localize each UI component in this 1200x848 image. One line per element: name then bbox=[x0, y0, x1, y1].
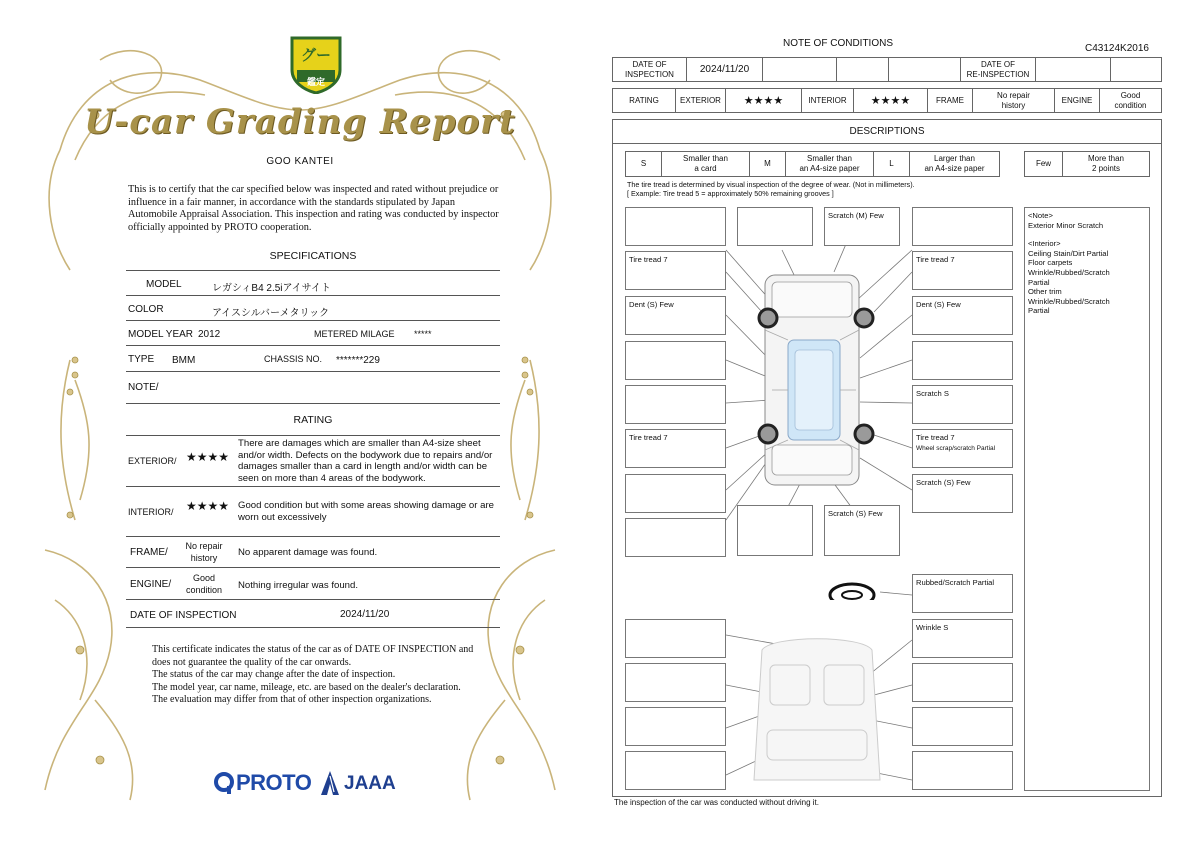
value-line: No repair bbox=[997, 90, 1030, 100]
note-label: NOTE/ bbox=[128, 382, 159, 393]
frame-value bbox=[973, 89, 1055, 112]
damage-box bbox=[737, 505, 813, 556]
date-row bbox=[612, 57, 1162, 82]
damage-box bbox=[912, 207, 1013, 246]
model-label: MODEL bbox=[146, 279, 182, 290]
spec-row-color bbox=[126, 296, 500, 321]
legend-few: Few bbox=[1025, 152, 1063, 176]
legend-line: a card bbox=[694, 164, 717, 173]
note-heading: <Note> bbox=[1028, 211, 1053, 220]
few-legend bbox=[1024, 151, 1150, 177]
badge-top-text: グー bbox=[300, 47, 331, 64]
damage-box-left-tire-rear: Tire tread 7 bbox=[625, 429, 726, 468]
rating-row-frame bbox=[126, 537, 500, 568]
label-line: DATE OF bbox=[980, 59, 1016, 69]
rating-row bbox=[612, 88, 1162, 113]
interior-box bbox=[625, 751, 726, 790]
reinspection-date-label bbox=[961, 58, 1036, 81]
disclaimer-line: This certificate indicates the status of the car as of DATE OF INSPECTION and does not guarantee the quality of the car onwards. bbox=[152, 644, 474, 668]
rating-row-exterior bbox=[126, 436, 500, 487]
value-line: condition bbox=[1114, 100, 1147, 110]
legend-line: an A4-size paper bbox=[799, 164, 860, 173]
engine-desc: Nothing irregular was found. bbox=[238, 580, 358, 591]
report-title: U-car Grading Report bbox=[84, 102, 516, 142]
engine-value-line2: condition bbox=[185, 585, 223, 595]
tire-tread-text: Tire tread 7 bbox=[916, 433, 955, 442]
date-value: 2024/11/20 bbox=[340, 609, 390, 620]
interior-box bbox=[912, 751, 1013, 790]
jaaa-logo: JAAA bbox=[344, 773, 396, 794]
certify-text: This is to certify that the car specified below was inspected and rated without prejudice or influence in a fair manner, in accordance with the standards stipulated by Japan Automobile Appraisal Association. This inspection and rating was conducted by inspector officially appointed by PROTO cooperation. bbox=[128, 184, 499, 233]
exterior-stars: ★★★★ bbox=[186, 450, 230, 464]
disclaimer-line: The status of the car may change after the date of inspection. bbox=[152, 669, 396, 680]
inspection-date-label bbox=[613, 58, 687, 81]
year-label: MODEL YEAR bbox=[128, 329, 194, 340]
report-code: C43124K2016 bbox=[1085, 43, 1149, 54]
spacer bbox=[1028, 230, 1146, 239]
interior-stars: ★★★★ bbox=[854, 89, 928, 112]
legend-l-desc bbox=[910, 152, 999, 176]
engine-value-line1: Good bbox=[192, 573, 216, 583]
note-line: Wrinkle/Rubbed/Scratch bbox=[1028, 267, 1110, 277]
note-line: Ceiling Stain/Dirt Partial bbox=[1028, 248, 1109, 258]
note-line: Other trim bbox=[1028, 287, 1062, 297]
descriptions-heading: DESCRIPTIONS bbox=[612, 119, 1162, 144]
damage-box-steering: Rubbed/Scratch Partial bbox=[912, 574, 1013, 613]
legend-s: S bbox=[626, 152, 662, 176]
damage-box-right-scratch: Scratch S bbox=[912, 385, 1013, 424]
frame-label: FRAME/ bbox=[130, 547, 168, 558]
interior-box bbox=[625, 619, 726, 658]
label-line: DATE OF bbox=[632, 59, 667, 69]
damage-box bbox=[625, 385, 726, 424]
footer-note: The inspection of the car was conducted without driving it. bbox=[614, 798, 819, 807]
rating-heading: RATING bbox=[293, 414, 333, 426]
jaaa-logo-icon bbox=[320, 770, 340, 796]
damage-box bbox=[625, 207, 726, 246]
legend-line: Larger than bbox=[934, 154, 975, 163]
empty-cell bbox=[889, 58, 961, 81]
legend-m-desc bbox=[786, 152, 874, 176]
damage-box bbox=[625, 474, 726, 513]
legend-few-desc bbox=[1063, 152, 1149, 176]
date-label: DATE OF INSPECTION bbox=[130, 610, 237, 621]
label-line: RE-INSPECTION bbox=[966, 69, 1030, 79]
legend-line: an A4-size paper bbox=[924, 164, 985, 173]
interior-label: INTERIOR/ bbox=[128, 507, 174, 517]
tire-example: [ Example: Tire tread 5 = approximately 50% remaining grooves ] bbox=[627, 189, 834, 198]
engine-value bbox=[1100, 89, 1161, 112]
spec-row-year bbox=[126, 321, 500, 346]
interior-heading: <Interior> bbox=[1028, 239, 1061, 249]
interior-stars: ★★★★ bbox=[186, 499, 230, 513]
badge-bottom-text: 鑑定 bbox=[306, 77, 325, 87]
disclaimer bbox=[152, 644, 492, 707]
disclaimer-line: The model year, car name, mileage, etc. are based on the dealer's declaration. bbox=[152, 681, 461, 693]
type-label: TYPE bbox=[128, 354, 155, 365]
disclaimer-line: The evaluation may differ from that of other inspection organizations. bbox=[152, 694, 432, 705]
exterior-label: EXTERIOR/ bbox=[128, 456, 177, 466]
chassis-value: *******229 bbox=[336, 355, 380, 366]
damage-box bbox=[625, 341, 726, 380]
damage-box bbox=[912, 341, 1013, 380]
rating-label: RATING bbox=[613, 89, 676, 112]
proto-logo: PROTO bbox=[236, 770, 312, 795]
specifications-heading: SPECIFICATIONS bbox=[269, 250, 357, 262]
interior-box bbox=[912, 663, 1013, 702]
model-value: レガシィB4 2.5iアイサイト bbox=[212, 283, 331, 294]
rating-row-interior bbox=[126, 487, 500, 537]
exterior-label: EXTERIOR bbox=[676, 89, 726, 112]
legend-line: Smaller than bbox=[683, 154, 728, 163]
label-line: INSPECTION bbox=[625, 69, 674, 79]
legend-line: Smaller than bbox=[807, 154, 852, 163]
size-legend bbox=[625, 151, 1000, 177]
mileage-value: ***** bbox=[414, 329, 432, 339]
rating-row-engine bbox=[126, 568, 500, 600]
type-value: BMM bbox=[172, 355, 196, 366]
interior-box-wrinkle: Wrinkle S bbox=[912, 619, 1013, 658]
spec-row-model bbox=[126, 271, 500, 296]
year-value: 2012 bbox=[198, 329, 221, 340]
org-name: GOO KANTEI bbox=[266, 156, 334, 167]
note-line: Exterior Minor Scratch bbox=[1028, 220, 1104, 230]
legend-s-desc bbox=[662, 152, 750, 176]
value-line: history bbox=[1001, 100, 1026, 110]
legend-line: 2 points bbox=[1091, 164, 1121, 173]
damage-box bbox=[625, 518, 726, 557]
exterior-desc: There are damages which are smaller than A4-size sheet and/or width. Defects on the bodywork due to repairs and/or damages smaller than a card in length and/or width can be seen on more than 4 areas of the bodywork. bbox=[238, 438, 493, 484]
wheel-scrap-text: Wheel scrap/scratch Partial bbox=[916, 445, 996, 452]
note-panel bbox=[1024, 207, 1150, 791]
damage-box-right-tire-rear bbox=[912, 429, 1013, 468]
damage-box-bottom-mid: Scratch (S) Few bbox=[824, 505, 900, 556]
damage-box-right-dent: Dent (S) Few bbox=[912, 296, 1013, 335]
engine-label: ENGINE bbox=[1055, 89, 1100, 112]
empty-cell bbox=[763, 58, 837, 81]
interior-label: INTERIOR bbox=[802, 89, 854, 112]
interior-box bbox=[625, 707, 726, 746]
proto-logo-icon bbox=[213, 772, 235, 796]
interior-box bbox=[625, 663, 726, 702]
interior-desc: Good condition but with some areas showing damage or are worn out excessively bbox=[238, 500, 494, 523]
note-line: Partial bbox=[1028, 277, 1050, 287]
exterior-stars: ★★★★ bbox=[726, 89, 802, 112]
legend-m: M bbox=[750, 152, 786, 176]
frame-value-line1: No repair bbox=[185, 541, 223, 551]
frame-value-line2: history bbox=[190, 553, 218, 563]
color-label: COLOR bbox=[128, 304, 164, 315]
spec-row-type bbox=[126, 346, 500, 372]
tire-note: The tire tread is determined by visual inspection of the degree of wear. (Not in millimeters). bbox=[627, 180, 915, 189]
damage-box-right-tire-front: Tire tread 7 bbox=[912, 251, 1013, 290]
rating-row-date bbox=[126, 600, 500, 628]
frame-label: FRAME bbox=[928, 89, 973, 112]
damage-box-right-scratch-few: Scratch (S) Few bbox=[912, 474, 1013, 513]
damage-box bbox=[737, 207, 813, 246]
legend-line: More than bbox=[1087, 154, 1125, 163]
frame-desc: No apparent damage was found. bbox=[238, 547, 378, 558]
conditions-title: NOTE OF CONDITIONS bbox=[783, 38, 893, 49]
note-line: Wrinkle/Rubbed/Scratch bbox=[1028, 296, 1110, 306]
inspection-date-value: 2024/11/20 bbox=[687, 58, 763, 81]
mileage-label: METERED MILAGE bbox=[314, 329, 395, 339]
empty-cell bbox=[837, 58, 889, 81]
note-line: Floor carpets bbox=[1028, 258, 1073, 268]
note-line: Partial bbox=[1028, 306, 1050, 316]
interior-box bbox=[912, 707, 1013, 746]
damage-box-top-mid: Scratch (M) Few bbox=[824, 207, 900, 246]
reinspection-date-value bbox=[1036, 58, 1111, 81]
spec-row-note bbox=[126, 372, 500, 404]
legend-l: L bbox=[874, 152, 910, 176]
chassis-label: CHASSIS NO. bbox=[264, 354, 323, 364]
damage-box-left-tire-front: Tire tread 7 bbox=[625, 251, 726, 290]
color-value: アイスシルバーメタリック bbox=[212, 308, 330, 319]
engine-label: ENGINE/ bbox=[130, 579, 172, 590]
damage-box-left-dent: Dent (S) Few bbox=[625, 296, 726, 335]
value-line: Good bbox=[1120, 90, 1141, 100]
